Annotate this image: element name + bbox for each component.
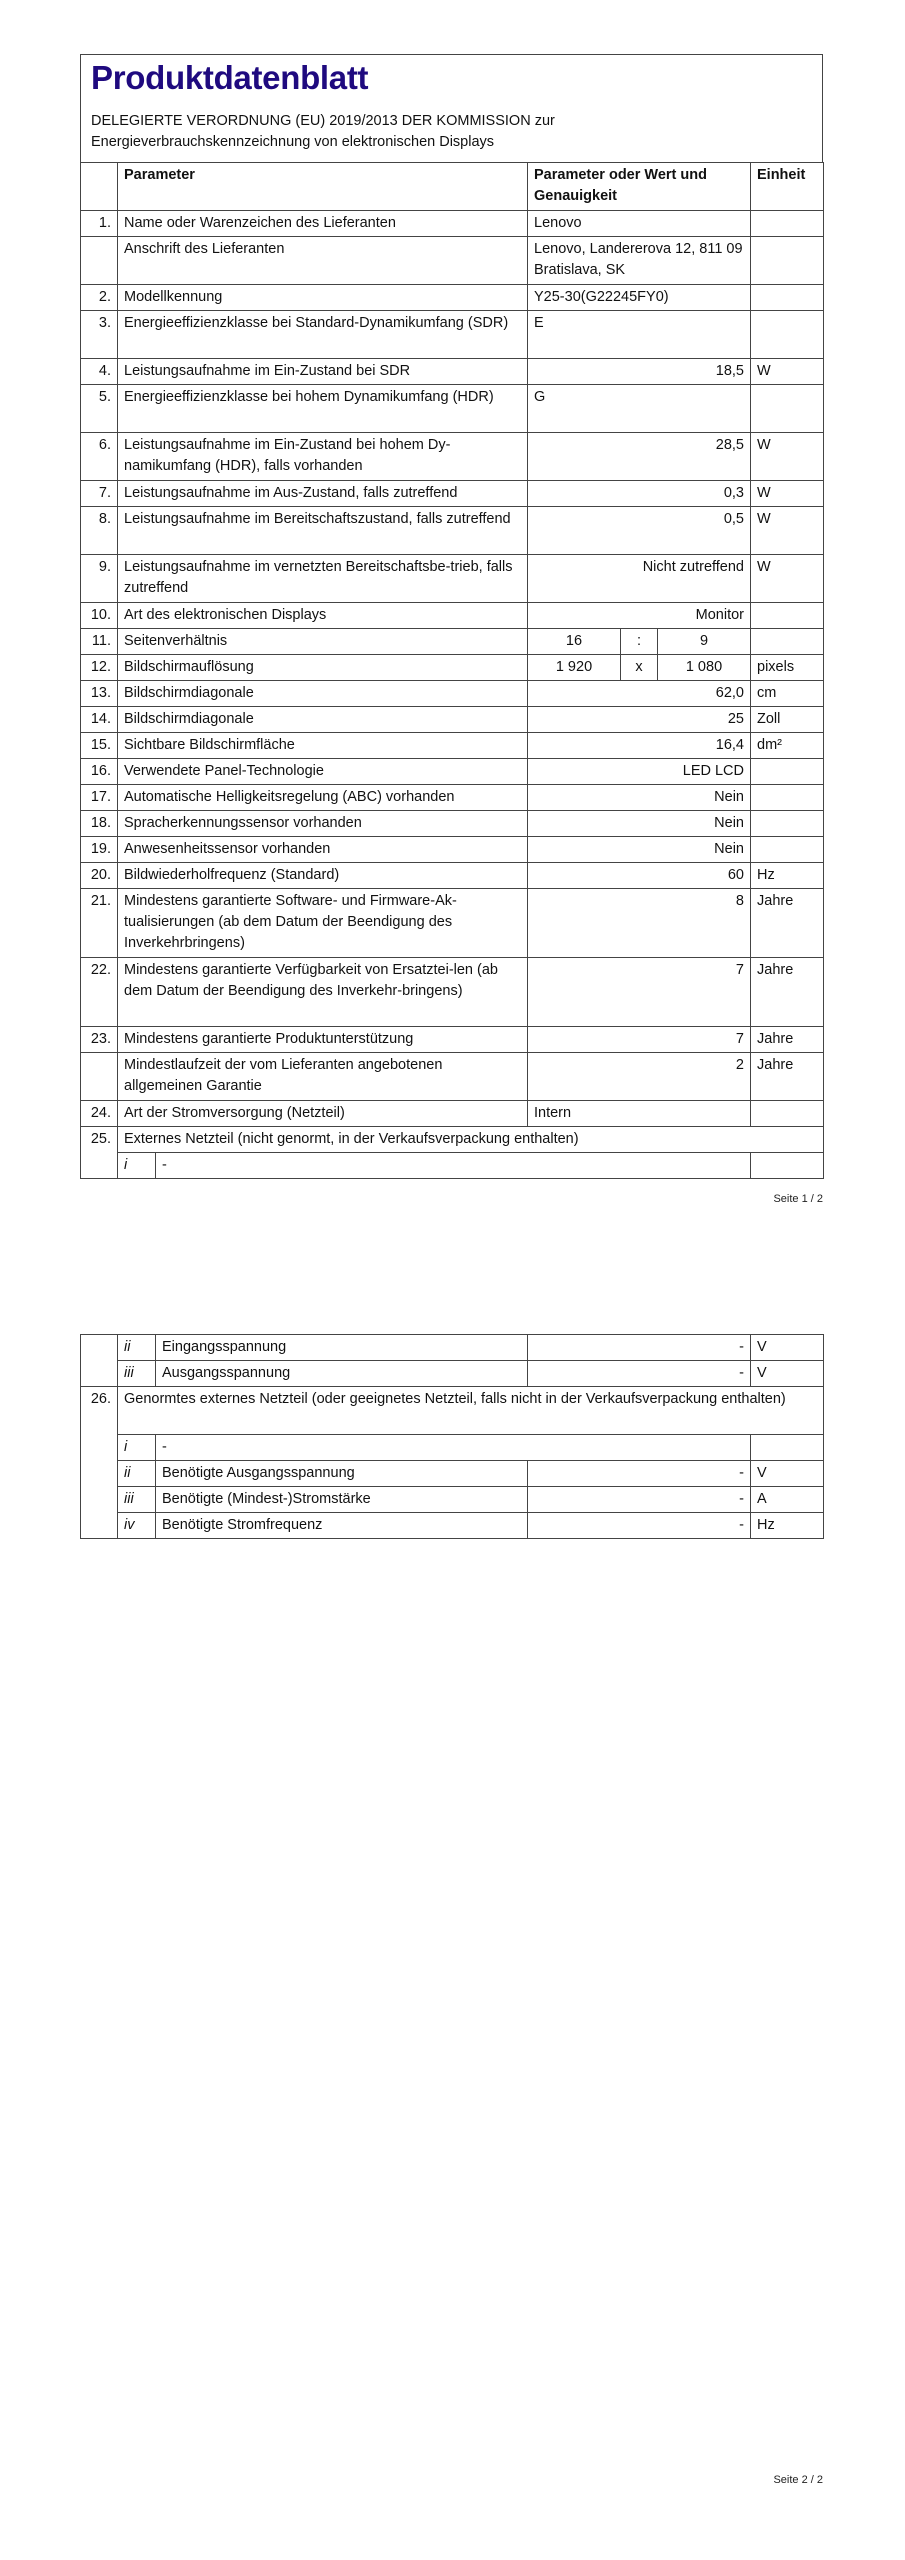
header-parameter: Parameter: [118, 163, 528, 211]
row-unit: [751, 603, 824, 629]
row-unit: dm²: [751, 733, 824, 759]
row-value: E: [528, 311, 751, 359]
row-value: Lenovo, Landererova 12, 811 09 Bratislava, SK: [528, 237, 751, 285]
aspect-ratio-separator: :: [621, 629, 658, 655]
row-number: 17.: [81, 785, 118, 811]
row-number: 18.: [81, 811, 118, 837]
row-unit: pixels: [751, 655, 824, 681]
row-value: Nein: [528, 811, 751, 837]
row-parameter: Leistungsaufnahme im Ein-Zustand bei SDR: [118, 359, 528, 385]
row-value: 60: [528, 863, 751, 889]
document-title: Produktdatenblatt: [91, 59, 369, 96]
row-value: Nein: [528, 785, 751, 811]
table-row: [81, 863, 824, 889]
row-number: 2.: [81, 285, 118, 311]
table-subrow: [81, 1513, 824, 1539]
row-parameter: Leistungsaufnahme im vernetzten Bereitschaftsbe-trieb, falls zutreffend: [118, 555, 528, 603]
document-header: [80, 54, 823, 162]
subrow-index: iii: [118, 1487, 156, 1513]
table-subrow: [81, 1461, 824, 1487]
table-row: [81, 1053, 824, 1101]
row-parameter: Leistungsaufnahme im Bereitschaftszustand, falls zutreffend: [118, 507, 528, 555]
aspect-ratio-width: 16: [528, 629, 621, 655]
table-row: [81, 385, 824, 433]
row-parameter: Name oder Warenzeichen des Lieferanten: [118, 211, 528, 237]
row-parameter: Energieeffizienzklasse bei Standard-Dynamikumfang (SDR): [118, 311, 528, 359]
row-parameter: Anschrift des Lieferanten: [118, 237, 528, 285]
row-number: 10.: [81, 603, 118, 629]
row-number: 23.: [81, 1027, 118, 1053]
row-value: 62,0: [528, 681, 751, 707]
row-unit: W: [751, 507, 824, 555]
table-row: [81, 785, 824, 811]
row-number: 20.: [81, 863, 118, 889]
row-unit: [751, 385, 824, 433]
subrow-unit: A: [751, 1487, 824, 1513]
row-parameter: Leistungsaufnahme im Aus-Zustand, falls zutreffend: [118, 481, 528, 507]
row-number: 8.: [81, 507, 118, 555]
row-unit: [751, 837, 824, 863]
row-parameter: Mindestens garantierte Verfügbarkeit von Ersatztei-len (ab dem Datum der Beendigung des Inverkehr-bringens): [118, 958, 528, 1027]
row-unit: [751, 811, 824, 837]
subrow-parameter: Eingangsspannung: [156, 1335, 528, 1361]
row-number: 14.: [81, 707, 118, 733]
row-value: Nein: [528, 837, 751, 863]
row-parameter: Spracherkennungssensor vorhanden: [118, 811, 528, 837]
row-number: 26.: [81, 1387, 118, 1539]
row-value: Intern: [528, 1101, 751, 1127]
row-number: 4.: [81, 359, 118, 385]
table-row: [81, 1101, 824, 1127]
row-number: 13.: [81, 681, 118, 707]
row-unit: [751, 285, 824, 311]
row-unit: W: [751, 433, 824, 481]
subrow-unit: V: [751, 1461, 824, 1487]
table-row: [81, 681, 824, 707]
row-parameter: Bildschirmdiagonale: [118, 681, 528, 707]
row-number: 19.: [81, 837, 118, 863]
row-value: Y25-30(G22245FY0): [528, 285, 751, 311]
row-parameter: Sichtbare Bildschirmfläche: [118, 733, 528, 759]
table-row: [81, 285, 824, 311]
row-parameter: Energieeffizienzklasse bei hohem Dynamikumfang (HDR): [118, 385, 528, 433]
row-number: [81, 1053, 118, 1101]
row-parameter: Bildwiederholfrequenz (Standard): [118, 863, 528, 889]
table-row: [81, 629, 824, 655]
row-value: 18,5: [528, 359, 751, 385]
row-value: 25: [528, 707, 751, 733]
document-subtitle: [91, 111, 555, 153]
table-row: [81, 603, 824, 629]
subrow-value: -: [528, 1513, 751, 1539]
row-parameter: Mindestlaufzeit der vom Lieferanten angebotenen allgemeinen Garantie: [118, 1053, 528, 1101]
row-unit: Jahre: [751, 1053, 824, 1101]
row-number: 1.: [81, 211, 118, 237]
row-parameter: Bildschirmauflösung: [118, 655, 528, 681]
row-value: 7: [528, 958, 751, 1027]
row-number: 6.: [81, 433, 118, 481]
page-number: Seite 2 / 2: [773, 2474, 823, 2486]
row-parameter: Genormtes externes Netzteil (oder geeignetes Netzteil, falls nicht in der Verkaufsverpackung enthalten): [118, 1387, 824, 1435]
row-number-continued: [81, 1335, 118, 1387]
row-unit: Jahre: [751, 1027, 824, 1053]
row-unit: [751, 759, 824, 785]
table-row: [81, 481, 824, 507]
table-row: [81, 507, 824, 555]
product-data-table: [80, 162, 824, 1179]
table-row: [81, 837, 824, 863]
row-parameter: Externes Netzteil (nicht genormt, in der Verkaufsverpackung enthalten): [118, 1127, 824, 1153]
row-value: 2: [528, 1053, 751, 1101]
table-subrow: [81, 1153, 824, 1179]
subrow-unit: V: [751, 1361, 824, 1387]
table-row: [81, 237, 824, 285]
row-parameter: Seitenverhältnis: [118, 629, 528, 655]
row-number: 7.: [81, 481, 118, 507]
row-unit: [751, 785, 824, 811]
row-value: Nicht zutreffend: [528, 555, 751, 603]
row-number: 11.: [81, 629, 118, 655]
table-row: [81, 1127, 824, 1153]
row-parameter: Art der Stromversorgung (Netzteil): [118, 1101, 528, 1127]
table-row: [81, 1387, 824, 1435]
row-value: 28,5: [528, 433, 751, 481]
table-subrow: [81, 1487, 824, 1513]
row-unit: [751, 1101, 824, 1127]
row-unit: W: [751, 359, 824, 385]
row-parameter: Bildschirmdiagonale: [118, 707, 528, 733]
row-number: 5.: [81, 385, 118, 433]
subrow-parameter: Ausgangsspannung: [156, 1361, 528, 1387]
subrow-value: -: [528, 1487, 751, 1513]
row-unit: [751, 237, 824, 285]
subrow-parameter: Benötigte Ausgangsspannung: [156, 1461, 528, 1487]
row-number: 25.: [81, 1127, 118, 1179]
table-subrow: [81, 1361, 824, 1387]
header-unit: Einheit: [751, 163, 824, 211]
row-value: Monitor: [528, 603, 751, 629]
subtitle-line-1: DELEGIERTE VERORDNUNG (EU) 2019/2013 DER KOMMISSION zur: [91, 113, 555, 129]
subrow-unit: [751, 1435, 824, 1461]
row-number: 3.: [81, 311, 118, 359]
table-row: [81, 555, 824, 603]
header-value: Parameter oder Wert und Genauigkeit: [528, 163, 751, 211]
row-unit: W: [751, 555, 824, 603]
row-number: [81, 237, 118, 285]
subrow-index: iii: [118, 1361, 156, 1387]
row-parameter: Anwesenheitssensor vorhanden: [118, 837, 528, 863]
subrow-unit: V: [751, 1335, 824, 1361]
row-parameter: Leistungsaufnahme im Ein-Zustand bei hohem Dy-namikumfang (HDR), falls vorhanden: [118, 433, 528, 481]
table-row: [81, 958, 824, 1027]
row-number: 16.: [81, 759, 118, 785]
aspect-ratio-height: 9: [658, 629, 751, 655]
row-value: 16,4: [528, 733, 751, 759]
row-value: 8: [528, 889, 751, 958]
subrow-index: iv: [118, 1513, 156, 1539]
subrow-index: ii: [118, 1335, 156, 1361]
row-number: 15.: [81, 733, 118, 759]
row-unit: Jahre: [751, 958, 824, 1027]
row-unit: Hz: [751, 863, 824, 889]
subrow-parameter: Benötigte (Mindest-)Stromstärke: [156, 1487, 528, 1513]
row-parameter: Mindestens garantierte Software- und Firmware-Ak-tualisierungen (ab dem Datum der Beendigung des Inverkehrbringens): [118, 889, 528, 958]
table-subrow: [81, 1435, 824, 1461]
resolution-height: 1 080: [658, 655, 751, 681]
subrow-value: -: [528, 1361, 751, 1387]
table-row: [81, 211, 824, 237]
subrow-unit: [751, 1153, 824, 1179]
table-row: [81, 311, 824, 359]
subrow-value: -: [528, 1461, 751, 1487]
row-number: 12.: [81, 655, 118, 681]
row-value: G: [528, 385, 751, 433]
row-value: 0,5: [528, 507, 751, 555]
row-number: 22.: [81, 958, 118, 1027]
subtitle-line-2: Energieverbrauchskennzeichnung von elektronischen Displays: [91, 134, 495, 150]
table-row: [81, 1027, 824, 1053]
row-parameter: Art des elektronischen Displays: [118, 603, 528, 629]
resolution-width: 1 920: [528, 655, 621, 681]
row-number: 21.: [81, 889, 118, 958]
row-unit: Jahre: [751, 889, 824, 958]
row-unit: [751, 311, 824, 359]
row-unit: [751, 211, 824, 237]
row-value: LED LCD: [528, 759, 751, 785]
row-number: 24.: [81, 1101, 118, 1127]
row-parameter: Verwendete Panel-Technologie: [118, 759, 528, 785]
table-row: [81, 889, 824, 958]
table-row: [81, 811, 824, 837]
row-unit: cm: [751, 681, 824, 707]
table-row: [81, 655, 824, 681]
subrow-index: i: [118, 1153, 156, 1179]
table-row: [81, 733, 824, 759]
table-header-row: [81, 163, 824, 211]
subrow-parameter: -: [156, 1435, 751, 1461]
row-unit: W: [751, 481, 824, 507]
row-parameter: Mindestens garantierte Produktunterstützung: [118, 1027, 528, 1053]
row-unit: [751, 629, 824, 655]
subrow-value: -: [528, 1335, 751, 1361]
resolution-separator: x: [621, 655, 658, 681]
table-row: [81, 759, 824, 785]
table-row: [81, 707, 824, 733]
subrow-index: i: [118, 1435, 156, 1461]
product-data-table-continued: [80, 1334, 824, 1539]
row-number: 9.: [81, 555, 118, 603]
row-parameter: Modellkennung: [118, 285, 528, 311]
header-no: [81, 163, 118, 211]
subrow-index: ii: [118, 1461, 156, 1487]
table-row: [81, 359, 824, 385]
table-row: [81, 433, 824, 481]
subrow-parameter: -: [156, 1153, 751, 1179]
subrow-parameter: Benötigte Stromfrequenz: [156, 1513, 528, 1539]
row-unit: Zoll: [751, 707, 824, 733]
row-value: 7: [528, 1027, 751, 1053]
row-value: 0,3: [528, 481, 751, 507]
row-value: Lenovo: [528, 211, 751, 237]
table-subrow: [81, 1335, 824, 1361]
row-parameter: Automatische Helligkeitsregelung (ABC) vorhanden: [118, 785, 528, 811]
page-number: Seite 1 / 2: [773, 1193, 823, 1205]
subrow-unit: Hz: [751, 1513, 824, 1539]
